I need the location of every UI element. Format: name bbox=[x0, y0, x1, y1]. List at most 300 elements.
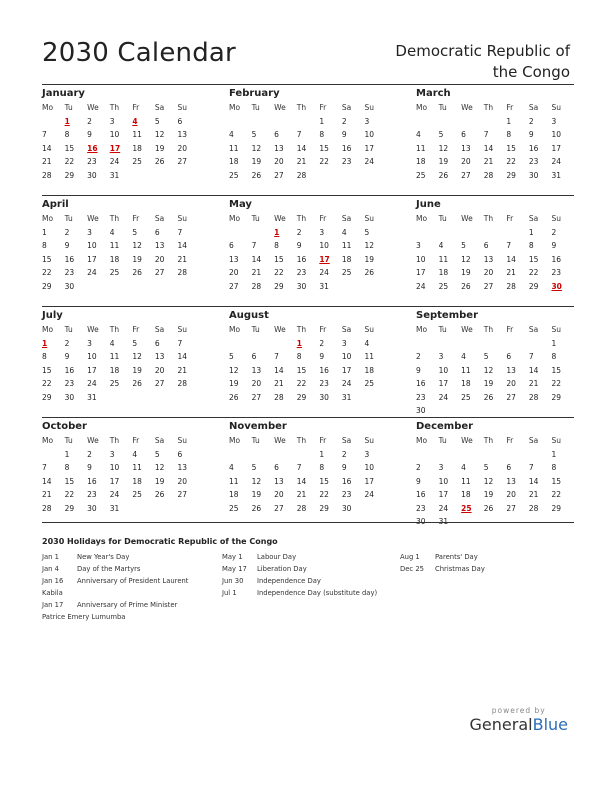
brand-general: General bbox=[469, 715, 533, 734]
day-cell: 12 bbox=[229, 365, 239, 375]
day-cell: 30 bbox=[416, 406, 426, 415]
day-cell: 22 bbox=[551, 490, 562, 499]
day-cell: 8 bbox=[506, 130, 512, 139]
day-cell bbox=[484, 337, 507, 351]
weekday-label: Mo bbox=[416, 103, 428, 112]
day-cell bbox=[461, 337, 484, 351]
weekday-label: Fr bbox=[506, 325, 514, 334]
day-cell: 31 bbox=[109, 503, 120, 513]
day-cell: 30 bbox=[296, 281, 307, 291]
day-cell: 22 bbox=[64, 157, 75, 166]
day-cell bbox=[42, 115, 65, 129]
week-row bbox=[416, 448, 574, 462]
holiday-name: Kabila bbox=[42, 589, 63, 597]
day-cell: 2 bbox=[319, 338, 325, 348]
day-cell: 27 bbox=[483, 281, 494, 291]
day-cell: 26 bbox=[461, 281, 471, 291]
day-cell: 19 bbox=[483, 379, 494, 388]
day-cell: 29 bbox=[528, 281, 539, 291]
day-cell: 14 bbox=[483, 143, 494, 153]
day-cell bbox=[484, 226, 507, 240]
weekday-label: Sa bbox=[154, 103, 165, 112]
day-cell: 10 bbox=[416, 254, 426, 264]
weekday-label: Tu bbox=[251, 214, 260, 223]
weekday-header bbox=[229, 212, 387, 226]
weekday-label: Th bbox=[296, 325, 307, 334]
day-cell bbox=[229, 115, 252, 129]
weekday-header bbox=[229, 434, 387, 448]
month-block bbox=[229, 307, 387, 415]
day-cell bbox=[342, 280, 365, 294]
day-cell: 15 bbox=[64, 143, 75, 153]
day-cell: 3 bbox=[319, 227, 325, 237]
day-cell: 21 bbox=[296, 490, 307, 499]
day-cell: 8 bbox=[42, 352, 47, 361]
weekday-label: We bbox=[461, 103, 473, 112]
day-cell: 22 bbox=[319, 490, 329, 499]
day-cell: 31 bbox=[438, 517, 449, 526]
week-row bbox=[229, 128, 387, 142]
day-cell: 13 bbox=[154, 241, 165, 250]
day-cell: 16 bbox=[528, 143, 539, 153]
day-cell: 5 bbox=[483, 352, 489, 361]
holiday-row bbox=[42, 563, 222, 575]
day-cell: 3 bbox=[438, 352, 444, 361]
day-cell bbox=[274, 115, 297, 129]
day-cell: 11 bbox=[229, 476, 239, 486]
country-name bbox=[330, 41, 570, 83]
day-cell: 29 bbox=[296, 392, 307, 402]
week-row bbox=[416, 337, 574, 351]
day-cell: 11 bbox=[364, 352, 375, 361]
day-cell: 27 bbox=[177, 157, 188, 166]
weekday-label: Sa bbox=[154, 436, 165, 445]
holiday-column bbox=[222, 551, 400, 623]
holiday-day-cell: 30 bbox=[551, 281, 562, 291]
day-cell: 7 bbox=[251, 241, 257, 250]
weekday-label: Sa bbox=[341, 325, 352, 334]
holidays-columns bbox=[42, 551, 574, 623]
weekday-label: We bbox=[87, 214, 99, 223]
day-cell: 17 bbox=[109, 476, 120, 486]
day-cell bbox=[484, 115, 507, 129]
day-cell: 16 bbox=[416, 490, 426, 499]
holiday-row bbox=[400, 563, 570, 575]
week-row bbox=[229, 350, 387, 364]
day-cell: 23 bbox=[87, 490, 97, 499]
holiday-day-cell: 1 bbox=[42, 338, 48, 348]
week-row bbox=[229, 502, 387, 516]
holiday-row bbox=[42, 587, 222, 599]
weekday-label: We bbox=[461, 214, 473, 223]
weekday-label: Th bbox=[109, 103, 120, 112]
holiday-name: Independence Day bbox=[257, 577, 321, 585]
day-cell: 22 bbox=[42, 379, 52, 388]
day-cell: 5 bbox=[483, 463, 489, 472]
day-cell: 18 bbox=[341, 254, 352, 264]
holiday-name: Labour Day bbox=[257, 553, 297, 561]
day-cell: 22 bbox=[319, 157, 329, 166]
day-cell: 30 bbox=[341, 503, 352, 513]
day-cell bbox=[364, 502, 387, 516]
day-cell bbox=[439, 115, 462, 129]
day-cell: 3 bbox=[109, 116, 115, 126]
day-cell: 10 bbox=[319, 241, 329, 250]
day-cell: 28 bbox=[296, 170, 307, 180]
day-cell bbox=[416, 448, 439, 462]
weekday-label: Tu bbox=[64, 103, 73, 112]
holiday-row bbox=[222, 575, 400, 587]
day-cell: 4 bbox=[229, 463, 234, 472]
day-cell: 9 bbox=[296, 241, 302, 250]
day-cell: 20 bbox=[274, 490, 284, 499]
day-cell: 15 bbox=[42, 365, 52, 375]
day-cell: 29 bbox=[506, 170, 516, 180]
holiday-date: May 17 bbox=[222, 565, 247, 573]
day-cell bbox=[252, 226, 275, 240]
day-cell bbox=[461, 226, 484, 240]
week-row bbox=[416, 253, 574, 267]
day-cell: 6 bbox=[483, 241, 489, 250]
day-cell: 22 bbox=[42, 268, 52, 277]
week-row bbox=[229, 239, 387, 253]
day-cell: 18 bbox=[109, 365, 120, 375]
day-cell: 23 bbox=[319, 379, 329, 388]
day-cell: 21 bbox=[42, 490, 52, 499]
day-cell: 31 bbox=[87, 392, 97, 402]
weekday-label: Su bbox=[177, 103, 187, 112]
day-cell: 10 bbox=[438, 476, 449, 486]
month-block bbox=[416, 418, 574, 526]
day-cell: 12 bbox=[251, 476, 262, 486]
holiday-row bbox=[42, 551, 222, 563]
week-row bbox=[42, 475, 200, 489]
day-cell: 16 bbox=[341, 143, 352, 153]
day-cell: 21 bbox=[528, 379, 539, 388]
day-cell: 7 bbox=[274, 352, 279, 361]
day-cell: 28 bbox=[274, 392, 284, 402]
day-cell bbox=[177, 169, 200, 183]
day-cell: 24 bbox=[341, 379, 352, 388]
day-cell: 9 bbox=[341, 463, 347, 472]
day-cell: 9 bbox=[87, 463, 92, 472]
day-cell: 17 bbox=[341, 365, 352, 375]
holiday-row bbox=[42, 575, 222, 587]
weekday-header bbox=[229, 323, 387, 337]
day-cell: 10 bbox=[109, 130, 120, 139]
week-row bbox=[229, 488, 387, 502]
holiday-name: Independence Day (substitute day) bbox=[257, 589, 378, 597]
day-cell: 16 bbox=[319, 365, 329, 375]
day-cell: 27 bbox=[251, 392, 262, 402]
day-cell: 26 bbox=[251, 503, 262, 513]
day-cell: 17 bbox=[438, 490, 449, 499]
day-cell: 6 bbox=[177, 116, 183, 126]
holiday-date: Dec 25 bbox=[400, 565, 424, 573]
day-cell: 26 bbox=[483, 392, 494, 402]
day-cell: 15 bbox=[551, 365, 562, 375]
day-cell: 23 bbox=[416, 392, 426, 402]
day-cell: 7 bbox=[42, 463, 47, 472]
day-cell: 14 bbox=[42, 143, 52, 153]
quarter-row bbox=[42, 84, 574, 193]
day-cell: 6 bbox=[274, 130, 279, 139]
day-cell bbox=[110, 280, 133, 294]
day-cell: 12 bbox=[438, 143, 449, 153]
holiday-row bbox=[222, 563, 400, 575]
week-row bbox=[416, 391, 574, 405]
day-cell: 22 bbox=[296, 379, 307, 388]
day-cell: 13 bbox=[177, 130, 188, 139]
day-cell: 24 bbox=[109, 157, 120, 166]
week-row bbox=[416, 266, 574, 280]
month-name: May bbox=[229, 199, 252, 210]
weekday-label: Su bbox=[551, 103, 561, 112]
day-cell: 2 bbox=[528, 116, 534, 126]
day-cell: 2 bbox=[87, 116, 92, 126]
day-cell: 18 bbox=[132, 143, 142, 153]
day-cell: 12 bbox=[251, 143, 262, 153]
day-cell: 3 bbox=[109, 449, 115, 459]
day-cell bbox=[110, 391, 133, 405]
day-cell bbox=[155, 169, 178, 183]
day-cell: 26 bbox=[154, 157, 165, 166]
day-cell: 14 bbox=[251, 254, 262, 264]
day-cell: 30 bbox=[416, 517, 426, 526]
day-cell: 1 bbox=[42, 227, 47, 237]
day-cell bbox=[229, 448, 252, 462]
week-row bbox=[416, 155, 574, 169]
day-cell: 12 bbox=[132, 241, 142, 250]
weekday-label: Sa bbox=[341, 214, 352, 223]
month-name: December bbox=[416, 421, 474, 432]
day-cell: 27 bbox=[506, 503, 516, 513]
day-cell: 28 bbox=[296, 503, 307, 513]
weekday-label: Sa bbox=[154, 325, 165, 334]
day-cell bbox=[416, 226, 439, 240]
day-cell: 14 bbox=[506, 254, 516, 264]
weekday-label: We bbox=[274, 103, 286, 112]
day-cell: 26 bbox=[154, 490, 165, 499]
day-cell: 23 bbox=[551, 268, 562, 277]
day-cell: 19 bbox=[154, 143, 165, 153]
day-cell: 20 bbox=[483, 268, 494, 277]
brand[interactable] bbox=[470, 706, 568, 734]
day-cell: 1 bbox=[528, 227, 534, 237]
month-name: August bbox=[229, 310, 269, 321]
week-row bbox=[42, 502, 200, 516]
weekday-label: Mo bbox=[229, 214, 241, 223]
day-cell: 25 bbox=[461, 392, 471, 402]
holiday-row bbox=[222, 587, 400, 599]
day-cell: 10 bbox=[87, 241, 97, 250]
day-cell: 4 bbox=[109, 227, 115, 237]
day-cell bbox=[416, 337, 439, 351]
day-cell: 23 bbox=[87, 157, 97, 166]
week-row bbox=[416, 488, 574, 502]
day-cell: 22 bbox=[551, 379, 562, 388]
day-cell: 2 bbox=[87, 449, 92, 459]
day-cell: 14 bbox=[528, 476, 539, 486]
week-row bbox=[229, 377, 387, 391]
day-cell: 30 bbox=[64, 281, 75, 291]
holiday-name: Day of the Martyrs bbox=[77, 565, 141, 573]
day-cell bbox=[87, 280, 110, 294]
day-cell bbox=[252, 115, 275, 129]
day-cell bbox=[416, 115, 439, 129]
week-row bbox=[416, 142, 574, 156]
weekday-label: Su bbox=[177, 325, 187, 334]
day-cell: 18 bbox=[364, 365, 375, 375]
day-cell: 23 bbox=[64, 379, 75, 388]
day-cell: 21 bbox=[177, 365, 188, 375]
day-cell: 9 bbox=[528, 130, 534, 139]
day-cell bbox=[461, 404, 484, 418]
day-cell: 4 bbox=[461, 463, 466, 472]
day-cell: 31 bbox=[319, 281, 329, 291]
day-cell bbox=[274, 448, 297, 462]
day-cell: 8 bbox=[42, 241, 47, 250]
week-row bbox=[416, 404, 574, 418]
day-cell: 1 bbox=[551, 338, 557, 348]
day-cell: 21 bbox=[274, 379, 284, 388]
week-row bbox=[229, 461, 387, 475]
week-row bbox=[42, 128, 200, 142]
day-cell: 31 bbox=[551, 170, 562, 180]
day-cell: 28 bbox=[177, 379, 188, 388]
week-row bbox=[42, 377, 200, 391]
day-cell bbox=[132, 502, 155, 516]
day-cell: 5 bbox=[132, 338, 138, 348]
day-cell: 5 bbox=[229, 352, 234, 361]
day-cell: 18 bbox=[461, 490, 471, 499]
holiday-day-cell: 17 bbox=[319, 254, 330, 264]
day-cell: 2 bbox=[341, 116, 347, 126]
week-row bbox=[229, 169, 387, 183]
day-cell: 24 bbox=[416, 281, 426, 291]
page-title: 2030 Calendar bbox=[42, 38, 236, 68]
month-name: September bbox=[416, 310, 478, 321]
weekday-label: Mo bbox=[42, 325, 54, 334]
day-cell bbox=[506, 448, 529, 462]
weekday-label: Sa bbox=[528, 436, 539, 445]
day-cell: 17 bbox=[364, 476, 375, 486]
weekday-label: Su bbox=[551, 436, 561, 445]
weekday-label: Th bbox=[296, 214, 307, 223]
day-cell: 20 bbox=[154, 254, 165, 264]
day-cell: 21 bbox=[177, 254, 188, 264]
holiday-row bbox=[42, 611, 222, 623]
weekday-label: Fr bbox=[132, 325, 140, 334]
day-cell: 2 bbox=[416, 352, 421, 361]
weekday-label: Fr bbox=[506, 214, 514, 223]
day-cell: 4 bbox=[341, 227, 347, 237]
weekday-label: Tu bbox=[438, 325, 447, 334]
day-cell: 13 bbox=[506, 476, 516, 486]
weekday-label: Sa bbox=[341, 103, 352, 112]
day-cell: 28 bbox=[483, 170, 494, 180]
weekday-label: Fr bbox=[506, 103, 514, 112]
day-cell: 22 bbox=[64, 490, 75, 499]
day-cell: 6 bbox=[506, 352, 512, 361]
day-cell: 11 bbox=[229, 143, 239, 153]
weekday-label: Th bbox=[109, 436, 120, 445]
day-cell: 29 bbox=[551, 392, 562, 402]
day-cell: 2 bbox=[64, 338, 70, 348]
brand-blue: Blue bbox=[532, 715, 568, 734]
day-cell bbox=[132, 169, 155, 183]
day-cell: 26 bbox=[229, 392, 239, 402]
quarter-row bbox=[42, 306, 574, 415]
week-row bbox=[42, 488, 200, 502]
weekday-label: Th bbox=[109, 214, 120, 223]
day-cell: 8 bbox=[528, 241, 534, 250]
day-cell: 19 bbox=[132, 365, 142, 375]
day-cell: 6 bbox=[154, 338, 160, 348]
month-name: January bbox=[42, 88, 85, 99]
weekday-label: Mo bbox=[416, 436, 428, 445]
country-line-2: the Congo bbox=[492, 63, 570, 81]
week-row bbox=[229, 337, 387, 351]
week-row bbox=[229, 142, 387, 156]
quarter-row bbox=[42, 417, 574, 526]
day-cell: 10 bbox=[364, 130, 375, 139]
month-name: June bbox=[416, 199, 441, 210]
day-cell: 28 bbox=[42, 170, 52, 180]
day-cell bbox=[252, 337, 275, 351]
weekday-label: Su bbox=[364, 103, 374, 112]
holidays-title: 2030 Holidays for Democratic Republic of the Congo bbox=[42, 537, 278, 546]
day-cell: 14 bbox=[528, 365, 539, 375]
day-cell: 8 bbox=[64, 463, 70, 472]
week-row bbox=[229, 266, 387, 280]
weekday-label: We bbox=[87, 103, 99, 112]
day-cell: 1 bbox=[319, 116, 325, 126]
day-cell: 15 bbox=[319, 143, 329, 153]
day-cell: 26 bbox=[132, 379, 142, 388]
day-cell: 18 bbox=[132, 476, 142, 486]
month-block bbox=[42, 418, 200, 526]
day-cell: 29 bbox=[551, 503, 562, 513]
day-cell: 25 bbox=[364, 379, 375, 388]
day-cell: 26 bbox=[251, 170, 262, 180]
day-cell: 27 bbox=[461, 170, 471, 180]
week-row bbox=[42, 280, 200, 294]
day-cell: 13 bbox=[251, 365, 262, 375]
week-row bbox=[42, 448, 200, 462]
day-cell: 23 bbox=[341, 490, 352, 499]
week-row bbox=[416, 461, 574, 475]
day-cell: 18 bbox=[438, 268, 449, 277]
day-cell: 26 bbox=[132, 268, 142, 277]
day-cell: 29 bbox=[42, 281, 52, 291]
day-cell bbox=[177, 280, 200, 294]
month-block bbox=[229, 418, 387, 526]
week-row bbox=[416, 280, 574, 294]
day-cell: 20 bbox=[177, 476, 188, 486]
weekday-label: Tu bbox=[64, 436, 73, 445]
day-cell: 8 bbox=[64, 130, 70, 139]
day-cell: 19 bbox=[251, 157, 262, 166]
day-cell: 6 bbox=[251, 352, 257, 361]
day-cell: 24 bbox=[364, 490, 375, 499]
day-cell bbox=[229, 337, 252, 351]
day-cell: 17 bbox=[416, 268, 426, 277]
day-cell: 25 bbox=[109, 268, 120, 277]
month-name: February bbox=[229, 88, 280, 99]
day-cell: 15 bbox=[42, 254, 52, 264]
weekday-header bbox=[416, 434, 574, 448]
